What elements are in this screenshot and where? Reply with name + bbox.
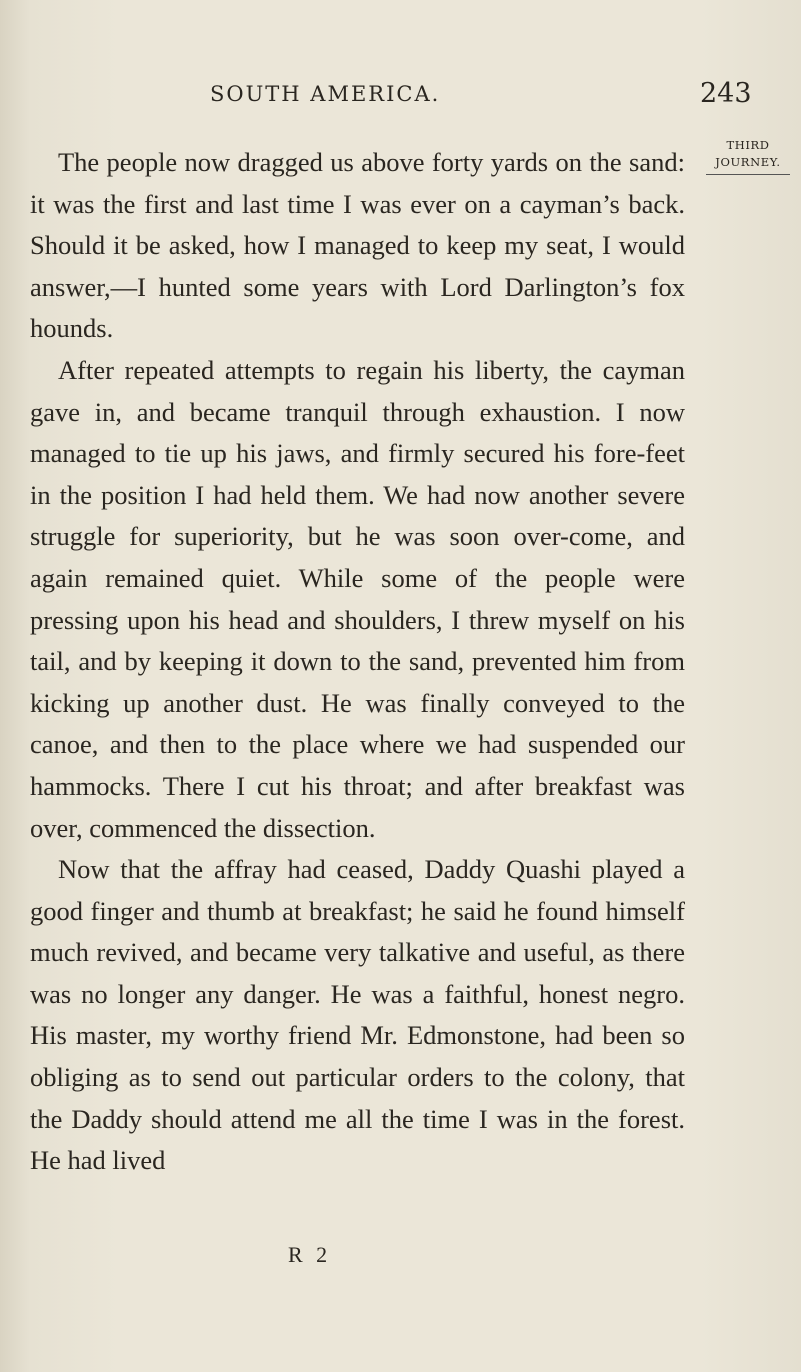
- paragraph-1: The people now dragged us above forty yards on the sand: it was the first and last time I was ever on a cayman’s back. Should it be asked, how I managed to keep my seat, I would answer,—I hunted some years with Lord Darlington’s fox hounds.: [30, 147, 685, 344]
- marginal-note-line-2: JOURNEY.: [715, 155, 781, 169]
- marginal-note-line-1: THIRD: [726, 138, 770, 152]
- running-head: SOUTH AMERICA.: [210, 82, 441, 106]
- paragraph-3: Now that the affray had ceased, Daddy Quashi played a good finger and thumb at breakfast; he said he found himself much revived, and became very talkative and useful, as there was no longer any danger. He was a faithful, honest negro. His master, my worthy friend Mr. Edmonstone, had been so obliging as to send out particular orders to the colony, that the Daddy should attend me all the time I was in the forest. He had lived: [30, 854, 685, 1176]
- signature-mark: R 2: [288, 1242, 332, 1267]
- page-number: 243: [700, 78, 752, 109]
- marginal-rule: [706, 174, 790, 175]
- marginal-note: [698, 137, 798, 175]
- paragraph-2: After repeated attempts to regain his liberty, the cayman gave in, and became tranquil through exhaustion. I now managed to tie up his jaws, and firmly secured his fore-feet in the position I had held them. We had now another severe struggle for superiority, but he was soon over-come, and again remained quiet. While some of the people were pressing upon his head and shoulders, I threw myself on his tail, and by keeping it down to the sand, prevented him from kicking up another dust. He was finally conveyed to the canoe, and then to the place where we had suspended our hammocks. There I cut his throat; and after breakfast was over, commenced the dissection.: [30, 354, 685, 843]
- body-text: [30, 142, 685, 1182]
